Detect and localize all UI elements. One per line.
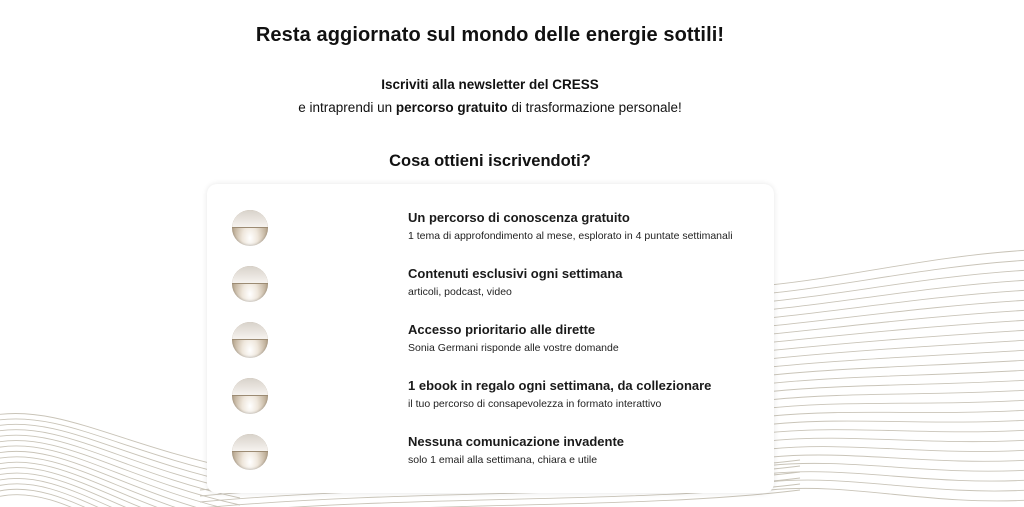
wave-line bbox=[770, 390, 1024, 400]
wave-line bbox=[770, 410, 1024, 416]
wave-line bbox=[770, 463, 1024, 471]
benefit-item bbox=[207, 322, 774, 372]
wave-line bbox=[0, 419, 240, 477]
benefit-description: il tuo percorso di consapevolezza in formato interattivo bbox=[408, 398, 662, 410]
wave-line bbox=[770, 250, 1024, 285]
benefit-title: Un percorso di conoscenza gratuito bbox=[408, 210, 630, 225]
page-headline: Resta aggiornato sul mondo delle energie sottili! bbox=[255, 24, 725, 46]
benefit-item bbox=[207, 210, 774, 260]
benefit-title: Nessuna comunicazione invadente bbox=[408, 434, 625, 449]
wave-line bbox=[770, 270, 1024, 301]
benefit-description: articoli, podcast, video bbox=[408, 286, 512, 298]
benefit-item bbox=[207, 378, 774, 428]
wave-line bbox=[770, 480, 1024, 491]
free-path-line bbox=[0, 100, 980, 115]
pearl-orb-icon bbox=[232, 210, 268, 246]
pearl-orb-icon bbox=[232, 322, 268, 358]
wave-line bbox=[770, 360, 1024, 375]
wave-line bbox=[0, 489, 240, 507]
benefit-description: Sonia Germani risponde alle vostre domande bbox=[408, 342, 619, 354]
newsletter-subscribe-line: Iscriviti alla newsletter del CRESS bbox=[381, 77, 599, 92]
wave-line bbox=[770, 290, 1024, 318]
wave-line bbox=[770, 330, 1024, 351]
benefit-title: 1 ebook in regalo ogni settimana, da collezionare bbox=[408, 378, 712, 393]
benefits-card bbox=[207, 184, 774, 493]
wave-line bbox=[770, 400, 1024, 408]
wave-line bbox=[770, 430, 1024, 433]
free-path-prefix: e intraprendi un bbox=[298, 100, 396, 115]
wave-line bbox=[770, 488, 1024, 501]
benefit-item bbox=[207, 434, 774, 484]
wave-line bbox=[770, 260, 1024, 293]
benefit-description: 1 tema di approfondimento al mese, esplorato in 4 puntate settimanali bbox=[408, 230, 733, 242]
pearl-orb-icon bbox=[232, 266, 268, 302]
wave-line bbox=[770, 350, 1024, 367]
free-path-suffix: di trasformazione personale! bbox=[507, 100, 682, 115]
benefit-description: solo 1 email alla settimana, chiara e utile bbox=[408, 454, 598, 466]
benefit-title: Contenuti esclusivi ogni settimana bbox=[408, 266, 623, 281]
pearl-orb-icon bbox=[232, 434, 268, 470]
benefit-title: Accesso prioritario alle dirette bbox=[408, 322, 596, 337]
free-path-bold: percorso gratuito bbox=[395, 100, 508, 115]
wave-line bbox=[0, 430, 240, 491]
wave-line bbox=[770, 447, 1024, 452]
wave-line bbox=[770, 420, 1024, 424]
benefit-item bbox=[207, 266, 774, 316]
wave-line bbox=[770, 340, 1024, 359]
wave-line bbox=[0, 435, 240, 498]
benefits-question: Cosa ottieni iscrivendoti? bbox=[389, 152, 591, 170]
pearl-orb-icon bbox=[232, 378, 268, 414]
wave-line bbox=[770, 438, 1024, 441]
wave-line bbox=[770, 455, 1024, 461]
wave-line bbox=[770, 380, 1024, 392]
